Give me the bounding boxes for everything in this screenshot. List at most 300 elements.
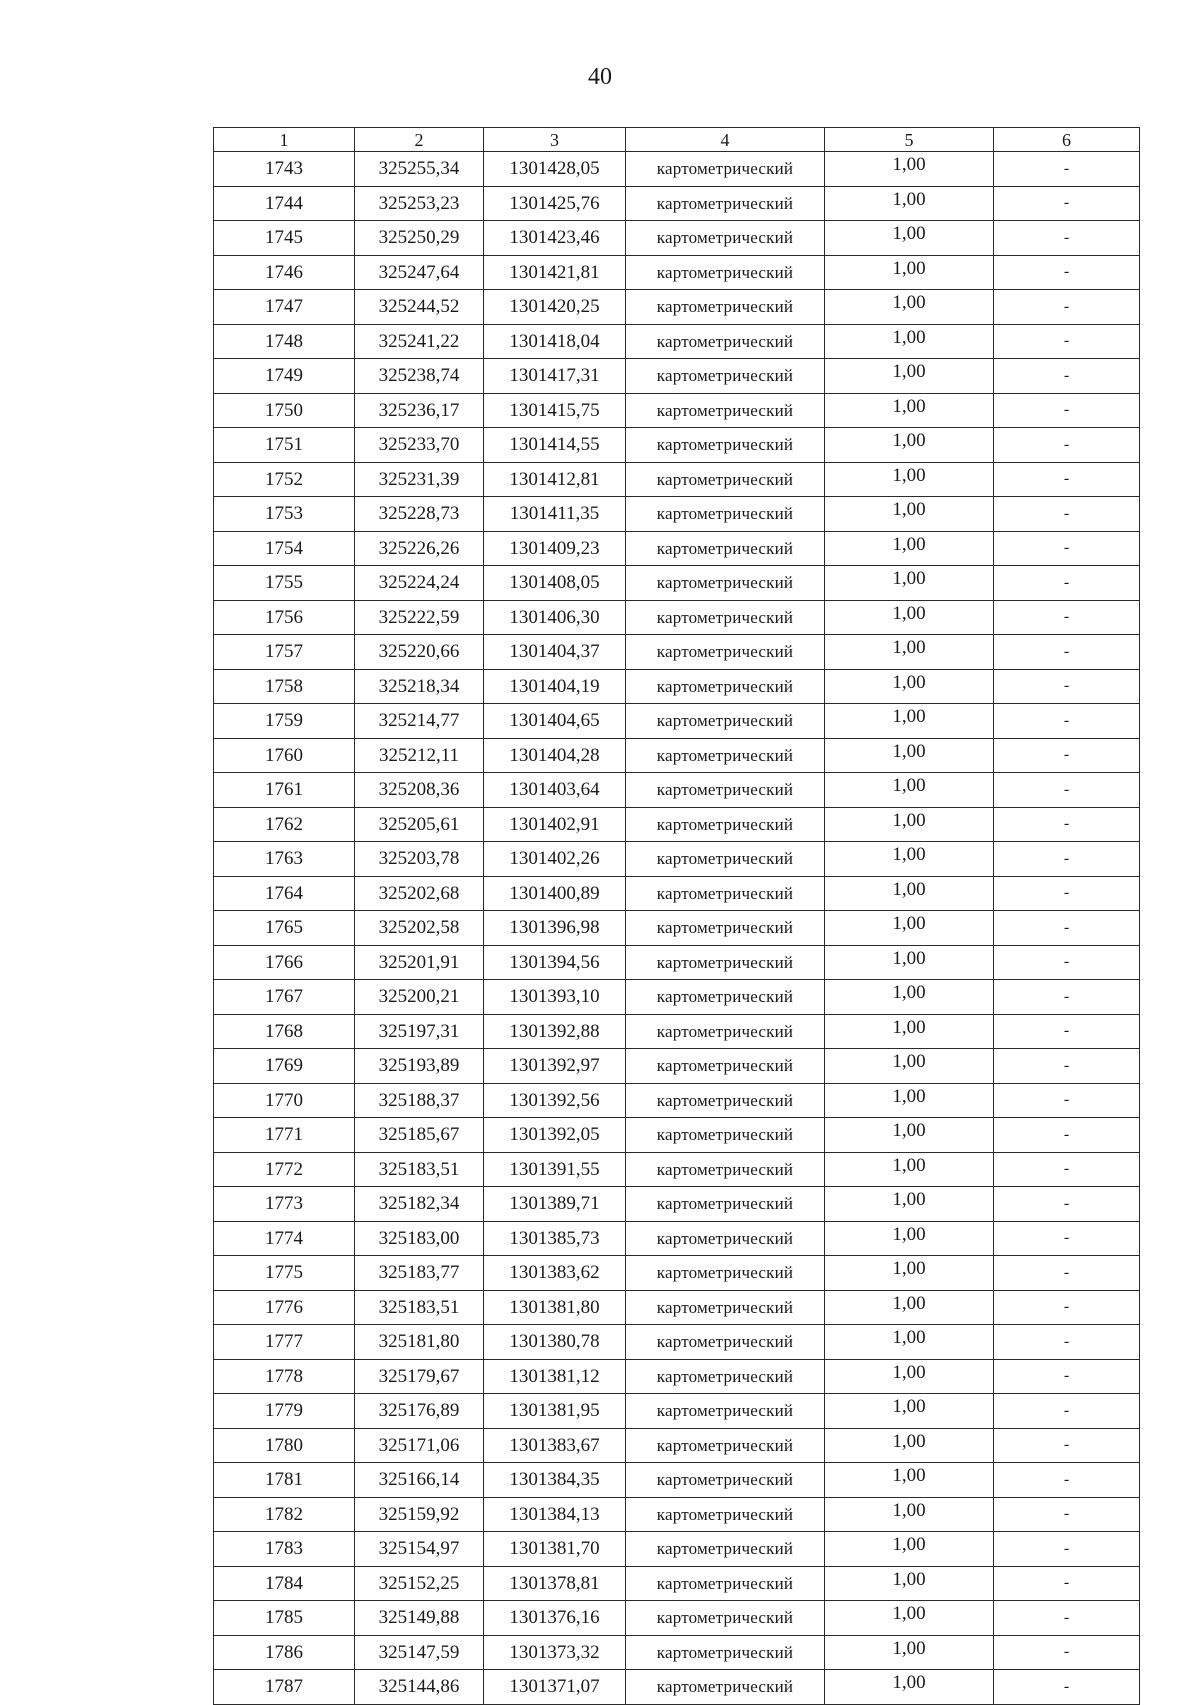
accuracy-cell: 1,00 xyxy=(825,807,994,842)
accuracy-cell: 1,00 xyxy=(825,738,994,773)
table-row xyxy=(214,945,1140,980)
point-number-cell: 1753 xyxy=(214,497,355,532)
x-coordinate-cell: 325253,23 xyxy=(355,186,484,221)
x-coordinate-cell: 325181,80 xyxy=(355,1325,484,1360)
x-coordinate-cell: 325147,59 xyxy=(355,1635,484,1670)
method-cell: картометрический xyxy=(626,1497,825,1532)
point-number-cell: 1744 xyxy=(214,186,355,221)
y-coordinate-cell: 1301381,12 xyxy=(484,1359,626,1394)
method-cell: картометрический xyxy=(626,324,825,359)
x-coordinate-cell: 325193,89 xyxy=(355,1049,484,1084)
description-cell: - xyxy=(994,462,1140,497)
accuracy-cell: 1,00 xyxy=(825,1497,994,1532)
point-number-cell: 1781 xyxy=(214,1463,355,1498)
point-number-cell: 1771 xyxy=(214,1118,355,1153)
method-cell: картометрический xyxy=(626,980,825,1015)
accuracy-cell: 1,00 xyxy=(825,428,994,463)
method-cell: картометрический xyxy=(626,669,825,704)
method-cell: картометрический xyxy=(626,945,825,980)
x-coordinate-cell: 325202,68 xyxy=(355,876,484,911)
x-coordinate-cell: 325247,64 xyxy=(355,255,484,290)
column-header: 1 xyxy=(214,128,355,152)
point-number-cell: 1785 xyxy=(214,1601,355,1636)
table-row xyxy=(214,600,1140,635)
point-number-cell: 1764 xyxy=(214,876,355,911)
description-cell: - xyxy=(994,842,1140,877)
x-coordinate-cell: 325214,77 xyxy=(355,704,484,739)
method-cell: картометрический xyxy=(626,1152,825,1187)
y-coordinate-cell: 1301415,75 xyxy=(484,393,626,428)
y-coordinate-cell: 1301411,35 xyxy=(484,497,626,532)
point-number-cell: 1783 xyxy=(214,1532,355,1567)
table-row xyxy=(214,1394,1140,1429)
point-number-cell: 1780 xyxy=(214,1428,355,1463)
accuracy-cell: 1,00 xyxy=(825,497,994,532)
coordinates-table xyxy=(213,127,1140,1705)
point-number-cell: 1776 xyxy=(214,1290,355,1325)
table-row xyxy=(214,1290,1140,1325)
accuracy-cell: 1,00 xyxy=(825,531,994,566)
accuracy-cell: 1,00 xyxy=(825,152,994,187)
table-row xyxy=(214,1083,1140,1118)
description-cell: - xyxy=(994,1566,1140,1601)
x-coordinate-cell: 325220,66 xyxy=(355,635,484,670)
y-coordinate-cell: 1301392,88 xyxy=(484,1014,626,1049)
x-coordinate-cell: 325183,51 xyxy=(355,1152,484,1187)
method-cell: картометрический xyxy=(626,497,825,532)
method-cell: картометрический xyxy=(626,600,825,635)
x-coordinate-cell: 325188,37 xyxy=(355,1083,484,1118)
point-number-cell: 1759 xyxy=(214,704,355,739)
accuracy-cell: 1,00 xyxy=(825,566,994,601)
description-cell: - xyxy=(994,1118,1140,1153)
column-header: 4 xyxy=(626,128,825,152)
description-cell: - xyxy=(994,1359,1140,1394)
x-coordinate-cell: 325182,34 xyxy=(355,1187,484,1222)
method-cell: картометрический xyxy=(626,911,825,946)
description-cell: - xyxy=(994,669,1140,704)
method-cell: картометрический xyxy=(626,1221,825,1256)
table-row xyxy=(214,428,1140,463)
table-row xyxy=(214,1670,1140,1705)
point-number-cell: 1746 xyxy=(214,255,355,290)
table-row xyxy=(214,462,1140,497)
description-cell: - xyxy=(994,1394,1140,1429)
point-number-cell: 1772 xyxy=(214,1152,355,1187)
method-cell: картометрический xyxy=(626,1014,825,1049)
description-cell: - xyxy=(994,497,1140,532)
accuracy-cell: 1,00 xyxy=(825,1635,994,1670)
point-number-cell: 1749 xyxy=(214,359,355,394)
description-cell: - xyxy=(994,393,1140,428)
accuracy-cell: 1,00 xyxy=(825,635,994,670)
method-cell: картометрический xyxy=(626,428,825,463)
point-number-cell: 1765 xyxy=(214,911,355,946)
method-cell: картометрический xyxy=(626,1670,825,1705)
page-number: 40 xyxy=(588,64,612,90)
table-row xyxy=(214,1463,1140,1498)
table-row xyxy=(214,704,1140,739)
y-coordinate-cell: 1301393,10 xyxy=(484,980,626,1015)
accuracy-cell: 1,00 xyxy=(825,1532,994,1567)
method-cell: картометрический xyxy=(626,1359,825,1394)
accuracy-cell: 1,00 xyxy=(825,393,994,428)
accuracy-cell: 1,00 xyxy=(825,1049,994,1084)
point-number-cell: 1762 xyxy=(214,807,355,842)
x-coordinate-cell: 325183,51 xyxy=(355,1290,484,1325)
y-coordinate-cell: 1301383,62 xyxy=(484,1256,626,1291)
description-cell: - xyxy=(994,1152,1140,1187)
description-cell: - xyxy=(994,1670,1140,1705)
table-row xyxy=(214,1049,1140,1084)
x-coordinate-cell: 325183,77 xyxy=(355,1256,484,1291)
y-coordinate-cell: 1301384,13 xyxy=(484,1497,626,1532)
description-cell: - xyxy=(994,531,1140,566)
point-number-cell: 1778 xyxy=(214,1359,355,1394)
table-row xyxy=(214,635,1140,670)
description-cell: - xyxy=(994,980,1140,1015)
point-number-cell: 1761 xyxy=(214,773,355,808)
method-cell: картометрический xyxy=(626,255,825,290)
y-coordinate-cell: 1301409,23 xyxy=(484,531,626,566)
description-cell: - xyxy=(994,1083,1140,1118)
table-row xyxy=(214,1325,1140,1360)
method-cell: картометрический xyxy=(626,635,825,670)
table-row xyxy=(214,186,1140,221)
table-row xyxy=(214,1532,1140,1567)
description-cell: - xyxy=(994,876,1140,911)
accuracy-cell: 1,00 xyxy=(825,1670,994,1705)
method-cell: картометрический xyxy=(626,1566,825,1601)
column-header: 6 xyxy=(994,128,1140,152)
accuracy-cell: 1,00 xyxy=(825,1463,994,1498)
method-cell: картометрический xyxy=(626,1049,825,1084)
x-coordinate-cell: 325222,59 xyxy=(355,600,484,635)
accuracy-cell: 1,00 xyxy=(825,945,994,980)
x-coordinate-cell: 325197,31 xyxy=(355,1014,484,1049)
method-cell: картометрический xyxy=(626,1635,825,1670)
table-row xyxy=(214,738,1140,773)
table-row xyxy=(214,1118,1140,1153)
x-coordinate-cell: 325224,24 xyxy=(355,566,484,601)
y-coordinate-cell: 1301402,26 xyxy=(484,842,626,877)
point-number-cell: 1752 xyxy=(214,462,355,497)
column-header: 3 xyxy=(484,128,626,152)
point-number-cell: 1756 xyxy=(214,600,355,635)
description-cell: - xyxy=(994,1463,1140,1498)
description-cell: - xyxy=(994,738,1140,773)
point-number-cell: 1786 xyxy=(214,1635,355,1670)
accuracy-cell: 1,00 xyxy=(825,1118,994,1153)
description-cell: - xyxy=(994,1256,1140,1291)
method-cell: картометрический xyxy=(626,152,825,187)
accuracy-cell: 1,00 xyxy=(825,221,994,256)
accuracy-cell: 1,00 xyxy=(825,1428,994,1463)
table-row xyxy=(214,393,1140,428)
description-cell: - xyxy=(994,1601,1140,1636)
accuracy-cell: 1,00 xyxy=(825,359,994,394)
table-row xyxy=(214,290,1140,325)
description-cell: - xyxy=(994,1290,1140,1325)
method-cell: картометрический xyxy=(626,807,825,842)
description-cell: - xyxy=(994,186,1140,221)
table-row xyxy=(214,1566,1140,1601)
x-coordinate-cell: 325228,73 xyxy=(355,497,484,532)
y-coordinate-cell: 1301376,16 xyxy=(484,1601,626,1636)
description-cell: - xyxy=(994,1428,1140,1463)
x-coordinate-cell: 325154,97 xyxy=(355,1532,484,1567)
description-cell: - xyxy=(994,1014,1140,1049)
x-coordinate-cell: 325241,22 xyxy=(355,324,484,359)
description-cell: - xyxy=(994,911,1140,946)
point-number-cell: 1758 xyxy=(214,669,355,704)
x-coordinate-cell: 325238,74 xyxy=(355,359,484,394)
accuracy-cell: 1,00 xyxy=(825,1325,994,1360)
description-cell: - xyxy=(994,945,1140,980)
table-row xyxy=(214,566,1140,601)
description-cell: - xyxy=(994,1221,1140,1256)
method-cell: картометрический xyxy=(626,876,825,911)
y-coordinate-cell: 1301383,67 xyxy=(484,1428,626,1463)
accuracy-cell: 1,00 xyxy=(825,876,994,911)
header-row xyxy=(214,128,1140,152)
point-number-cell: 1782 xyxy=(214,1497,355,1532)
description-cell: - xyxy=(994,428,1140,463)
table-row xyxy=(214,669,1140,704)
y-coordinate-cell: 1301378,81 xyxy=(484,1566,626,1601)
accuracy-cell: 1,00 xyxy=(825,1359,994,1394)
x-coordinate-cell: 325205,61 xyxy=(355,807,484,842)
accuracy-cell: 1,00 xyxy=(825,911,994,946)
y-coordinate-cell: 1301371,07 xyxy=(484,1670,626,1705)
y-coordinate-cell: 1301391,55 xyxy=(484,1152,626,1187)
accuracy-cell: 1,00 xyxy=(825,290,994,325)
description-cell: - xyxy=(994,773,1140,808)
y-coordinate-cell: 1301403,64 xyxy=(484,773,626,808)
method-cell: картометрический xyxy=(626,186,825,221)
y-coordinate-cell: 1301392,97 xyxy=(484,1049,626,1084)
y-coordinate-cell: 1301404,37 xyxy=(484,635,626,670)
table-row xyxy=(214,1635,1140,1670)
y-coordinate-cell: 1301396,98 xyxy=(484,911,626,946)
table-row xyxy=(214,497,1140,532)
y-coordinate-cell: 1301402,91 xyxy=(484,807,626,842)
y-coordinate-cell: 1301394,56 xyxy=(484,945,626,980)
y-coordinate-cell: 1301381,80 xyxy=(484,1290,626,1325)
description-cell: - xyxy=(994,635,1140,670)
method-cell: картометрический xyxy=(626,1601,825,1636)
table-row xyxy=(214,1221,1140,1256)
point-number-cell: 1743 xyxy=(214,152,355,187)
method-cell: картометрический xyxy=(626,1428,825,1463)
table-row xyxy=(214,221,1140,256)
method-cell: картометрический xyxy=(626,531,825,566)
accuracy-cell: 1,00 xyxy=(825,1083,994,1118)
accuracy-cell: 1,00 xyxy=(825,1601,994,1636)
method-cell: картометрический xyxy=(626,1290,825,1325)
accuracy-cell: 1,00 xyxy=(825,186,994,221)
x-coordinate-cell: 325231,39 xyxy=(355,462,484,497)
method-cell: картометрический xyxy=(626,462,825,497)
y-coordinate-cell: 1301392,05 xyxy=(484,1118,626,1153)
table-row xyxy=(214,152,1140,187)
y-coordinate-cell: 1301389,71 xyxy=(484,1187,626,1222)
accuracy-cell: 1,00 xyxy=(825,1152,994,1187)
table-row xyxy=(214,359,1140,394)
column-header: 2 xyxy=(355,128,484,152)
table-row xyxy=(214,1428,1140,1463)
method-cell: картометрический xyxy=(626,1118,825,1153)
x-coordinate-cell: 325203,78 xyxy=(355,842,484,877)
description-cell: - xyxy=(994,324,1140,359)
x-coordinate-cell: 325159,92 xyxy=(355,1497,484,1532)
description-cell: - xyxy=(994,566,1140,601)
method-cell: картометрический xyxy=(626,773,825,808)
accuracy-cell: 1,00 xyxy=(825,1290,994,1325)
column-header: 5 xyxy=(825,128,994,152)
point-number-cell: 1768 xyxy=(214,1014,355,1049)
y-coordinate-cell: 1301428,05 xyxy=(484,152,626,187)
accuracy-cell: 1,00 xyxy=(825,1256,994,1291)
x-coordinate-cell: 325149,88 xyxy=(355,1601,484,1636)
y-coordinate-cell: 1301414,55 xyxy=(484,428,626,463)
description-cell: - xyxy=(994,1532,1140,1567)
method-cell: картометрический xyxy=(626,393,825,428)
method-cell: картометрический xyxy=(626,1394,825,1429)
x-coordinate-cell: 325208,36 xyxy=(355,773,484,808)
x-coordinate-cell: 325185,67 xyxy=(355,1118,484,1153)
table-header xyxy=(214,128,1140,152)
x-coordinate-cell: 325255,34 xyxy=(355,152,484,187)
description-cell: - xyxy=(994,600,1140,635)
table-row xyxy=(214,324,1140,359)
accuracy-cell: 1,00 xyxy=(825,1566,994,1601)
y-coordinate-cell: 1301400,89 xyxy=(484,876,626,911)
x-coordinate-cell: 325166,14 xyxy=(355,1463,484,1498)
description-cell: - xyxy=(994,221,1140,256)
x-coordinate-cell: 325176,89 xyxy=(355,1394,484,1429)
method-cell: картометрический xyxy=(626,738,825,773)
y-coordinate-cell: 1301408,05 xyxy=(484,566,626,601)
point-number-cell: 1745 xyxy=(214,221,355,256)
method-cell: картометрический xyxy=(626,290,825,325)
description-cell: - xyxy=(994,290,1140,325)
x-coordinate-cell: 325236,17 xyxy=(355,393,484,428)
table-row xyxy=(214,1497,1140,1532)
method-cell: картометрический xyxy=(626,842,825,877)
accuracy-cell: 1,00 xyxy=(825,255,994,290)
point-number-cell: 1770 xyxy=(214,1083,355,1118)
table-body xyxy=(214,152,1140,1705)
description-cell: - xyxy=(994,1497,1140,1532)
method-cell: картометрический xyxy=(626,704,825,739)
x-coordinate-cell: 325201,91 xyxy=(355,945,484,980)
accuracy-cell: 1,00 xyxy=(825,1014,994,1049)
y-coordinate-cell: 1301421,81 xyxy=(484,255,626,290)
accuracy-cell: 1,00 xyxy=(825,669,994,704)
y-coordinate-cell: 1301385,73 xyxy=(484,1221,626,1256)
method-cell: картометрический xyxy=(626,1083,825,1118)
x-coordinate-cell: 325244,52 xyxy=(355,290,484,325)
point-number-cell: 1779 xyxy=(214,1394,355,1429)
table-row xyxy=(214,1014,1140,1049)
point-number-cell: 1763 xyxy=(214,842,355,877)
y-coordinate-cell: 1301373,32 xyxy=(484,1635,626,1670)
description-cell: - xyxy=(994,1635,1140,1670)
point-number-cell: 1755 xyxy=(214,566,355,601)
table-row xyxy=(214,876,1140,911)
accuracy-cell: 1,00 xyxy=(825,704,994,739)
point-number-cell: 1747 xyxy=(214,290,355,325)
point-number-cell: 1754 xyxy=(214,531,355,566)
point-number-cell: 1750 xyxy=(214,393,355,428)
point-number-cell: 1767 xyxy=(214,980,355,1015)
y-coordinate-cell: 1301425,76 xyxy=(484,186,626,221)
x-coordinate-cell: 325200,21 xyxy=(355,980,484,1015)
description-cell: - xyxy=(994,1325,1140,1360)
accuracy-cell: 1,00 xyxy=(825,842,994,877)
y-coordinate-cell: 1301404,28 xyxy=(484,738,626,773)
x-coordinate-cell: 325233,70 xyxy=(355,428,484,463)
accuracy-cell: 1,00 xyxy=(825,980,994,1015)
table-row xyxy=(214,842,1140,877)
table-row xyxy=(214,531,1140,566)
method-cell: картометрический xyxy=(626,1187,825,1222)
table-row xyxy=(214,1601,1140,1636)
accuracy-cell: 1,00 xyxy=(825,600,994,635)
method-cell: картометрический xyxy=(626,359,825,394)
y-coordinate-cell: 1301406,30 xyxy=(484,600,626,635)
point-number-cell: 1766 xyxy=(214,945,355,980)
point-number-cell: 1751 xyxy=(214,428,355,463)
table-row xyxy=(214,255,1140,290)
y-coordinate-cell: 1301392,56 xyxy=(484,1083,626,1118)
y-coordinate-cell: 1301381,70 xyxy=(484,1532,626,1567)
accuracy-cell: 1,00 xyxy=(825,773,994,808)
y-coordinate-cell: 1301418,04 xyxy=(484,324,626,359)
y-coordinate-cell: 1301380,78 xyxy=(484,1325,626,1360)
method-cell: картометрический xyxy=(626,566,825,601)
accuracy-cell: 1,00 xyxy=(825,1187,994,1222)
point-number-cell: 1760 xyxy=(214,738,355,773)
x-coordinate-cell: 325171,06 xyxy=(355,1428,484,1463)
description-cell: - xyxy=(994,152,1140,187)
point-number-cell: 1784 xyxy=(214,1566,355,1601)
x-coordinate-cell: 325218,34 xyxy=(355,669,484,704)
accuracy-cell: 1,00 xyxy=(825,324,994,359)
method-cell: картометрический xyxy=(626,1325,825,1360)
y-coordinate-cell: 1301384,35 xyxy=(484,1463,626,1498)
y-coordinate-cell: 1301381,95 xyxy=(484,1394,626,1429)
point-number-cell: 1787 xyxy=(214,1670,355,1705)
method-cell: картометрический xyxy=(626,1256,825,1291)
description-cell: - xyxy=(994,1049,1140,1084)
x-coordinate-cell: 325152,25 xyxy=(355,1566,484,1601)
table-row xyxy=(214,1359,1140,1394)
x-coordinate-cell: 325212,11 xyxy=(355,738,484,773)
method-cell: картометрический xyxy=(626,221,825,256)
method-cell: картометрический xyxy=(626,1463,825,1498)
method-cell: картометрический xyxy=(626,1532,825,1567)
y-coordinate-cell: 1301423,46 xyxy=(484,221,626,256)
x-coordinate-cell: 325202,58 xyxy=(355,911,484,946)
table-row xyxy=(214,773,1140,808)
table-row xyxy=(214,1256,1140,1291)
x-coordinate-cell: 325183,00 xyxy=(355,1221,484,1256)
table-row xyxy=(214,807,1140,842)
table-row xyxy=(214,980,1140,1015)
point-number-cell: 1757 xyxy=(214,635,355,670)
